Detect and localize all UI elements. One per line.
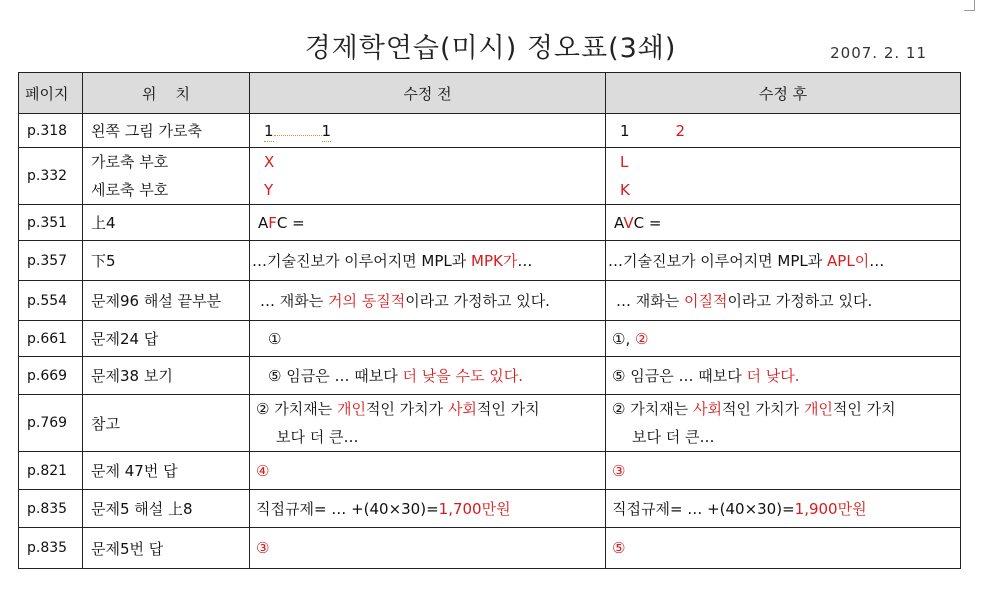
before-cell	[250, 148, 606, 205]
location-cell: 문제96 해설 끝부분	[83, 281, 250, 321]
table-row	[19, 281, 961, 321]
after-cell	[606, 395, 961, 452]
after-value-2: 2	[675, 121, 686, 140]
after-cell	[606, 452, 961, 490]
page-cell: p.351	[19, 205, 83, 241]
before-text: … 재화는	[260, 292, 329, 310]
page-cell: p.661	[19, 321, 83, 357]
location-cell: 문제 47번 답	[83, 452, 250, 490]
after-changed: V	[623, 213, 634, 232]
after-cell	[606, 528, 961, 569]
table-row	[19, 321, 961, 357]
before-text: 이라고 가정하고 있다.	[405, 292, 550, 310]
before-changed: MPK가	[471, 252, 518, 270]
location-cell: 下5	[83, 241, 250, 281]
after-text: …기술진보가 이루어지면 MPL과	[608, 252, 828, 270]
location-cell: 문제5 해설 上8	[83, 490, 250, 528]
before-cell	[250, 281, 606, 321]
location-cell: 참고	[83, 395, 250, 452]
before-changed: 거의 동질적	[328, 292, 406, 310]
after-cell	[606, 148, 961, 205]
after-changed: 더 낮다.	[746, 367, 800, 385]
before-text-line-2: 보다 더 큰…	[276, 428, 359, 446]
before-changed: 사회	[447, 400, 477, 418]
table-row	[19, 357, 961, 395]
after-text: 적인 가치	[832, 400, 896, 418]
before-text: ①	[268, 329, 282, 348]
before-text: 직접규제= … +(40×30)=	[256, 500, 439, 518]
document-title: 경제학연습(미시) 정오표(3쇄)	[304, 33, 677, 64]
page-cell: p.769	[19, 395, 83, 452]
header-after: 수정 후	[606, 73, 961, 114]
before-text: …	[517, 252, 533, 270]
location-cell: 上4	[83, 205, 250, 241]
after-cell	[606, 241, 961, 281]
after-cell	[606, 114, 961, 148]
page-cell: p.835	[19, 528, 83, 569]
page-cell: p.669	[19, 357, 83, 395]
page-cell: p.821	[19, 452, 83, 490]
before-changed: F	[268, 213, 277, 232]
after-text: 적인 가치가	[721, 400, 804, 418]
page-cell: p.554	[19, 281, 83, 321]
after-text: ①,	[612, 329, 635, 348]
header-location: 위 치	[83, 73, 250, 114]
page-cell: p.332	[19, 148, 83, 205]
location-cell: 문제5번 답	[83, 528, 250, 569]
before-text: A	[258, 213, 269, 232]
before-cell	[250, 241, 606, 281]
after-line-2: K	[620, 181, 630, 199]
after-text: C =	[633, 213, 662, 232]
page-cell: p.357	[19, 241, 83, 281]
before-cell	[250, 452, 606, 490]
header-before: 수정 전	[250, 73, 606, 114]
after-cell	[606, 357, 961, 395]
after-text: 이라고 가정하고 있다.	[727, 292, 873, 310]
before-text: ② 가치재는	[256, 400, 337, 418]
before-cell	[250, 114, 606, 148]
errata-table	[18, 72, 961, 569]
before-changed: 개인	[336, 400, 366, 418]
after-changed: 이질적	[684, 292, 728, 310]
after-changed: ⑤	[612, 539, 626, 557]
after-value-1: 1	[620, 121, 630, 140]
after-text: ② 가치재는	[612, 400, 693, 418]
after-changed: 개인	[803, 400, 833, 418]
after-changed: 1,900만원	[794, 500, 867, 518]
after-line-1: L	[620, 153, 629, 171]
before-cell	[250, 528, 606, 569]
table-header-row	[19, 73, 961, 114]
location-cell: 왼쪽 그림 가로축	[83, 114, 250, 148]
location-line-2: 세로축 부호	[91, 181, 169, 199]
before-text: 적인 가치	[476, 400, 540, 418]
table-row	[19, 148, 961, 205]
before-value-1: 1	[264, 121, 274, 140]
after-cell	[606, 321, 961, 357]
after-changed: 사회	[692, 400, 722, 418]
after-changed: ③	[612, 461, 626, 480]
table-row	[19, 395, 961, 452]
page-cell: p.318	[19, 114, 83, 148]
before-text: ⑤ 임금은 … 때보다	[268, 367, 403, 385]
before-cell	[250, 395, 606, 452]
before-changed: ④	[256, 461, 270, 480]
table-row	[19, 490, 961, 528]
after-text: 직접규제= … +(40×30)=	[612, 500, 795, 518]
table-row	[19, 205, 961, 241]
table-row	[19, 114, 961, 148]
after-cell	[606, 281, 961, 321]
page-cell: p.835	[19, 490, 83, 528]
before-changed: 더 낮을 수도 있다.	[402, 367, 523, 385]
after-text: … 재화는	[616, 292, 685, 310]
corner-crop-mark	[964, 0, 975, 11]
location-line-1: 가로축 부호	[91, 153, 169, 171]
after-changed: APL이	[827, 252, 870, 270]
before-changed: 1,700만원	[438, 500, 511, 518]
before-text: C =	[276, 213, 305, 232]
before-cell	[250, 205, 606, 241]
before-changed: ③	[256, 539, 270, 557]
after-cell	[606, 205, 961, 241]
location-cell	[83, 148, 250, 205]
before-cell	[250, 357, 606, 395]
after-text: …	[869, 252, 885, 270]
before-text: 적인 가치가	[365, 400, 448, 418]
before-cell	[250, 490, 606, 528]
before-cell	[250, 321, 606, 357]
before-value-2: 1	[321, 121, 332, 140]
location-cell: 문제38 보기	[83, 357, 250, 395]
table-row	[19, 241, 961, 281]
table-row	[19, 528, 961, 569]
after-text-line-2: 보다 더 큰…	[632, 428, 715, 446]
before-text: …기술진보가 이루어지면 MPL과	[252, 252, 472, 270]
location-cell: 문제24 답	[83, 321, 250, 357]
after-text: A	[614, 213, 624, 232]
after-cell	[606, 490, 961, 528]
after-changed: ②	[634, 329, 649, 348]
after-text: ⑤ 임금은 … 때보다	[612, 367, 747, 385]
document-date: 2007. 2. 11	[830, 44, 927, 62]
header-page: 페이지	[19, 73, 83, 114]
before-line-1: X	[264, 153, 275, 171]
before-line-2: Y	[264, 181, 274, 199]
table-row	[19, 452, 961, 490]
